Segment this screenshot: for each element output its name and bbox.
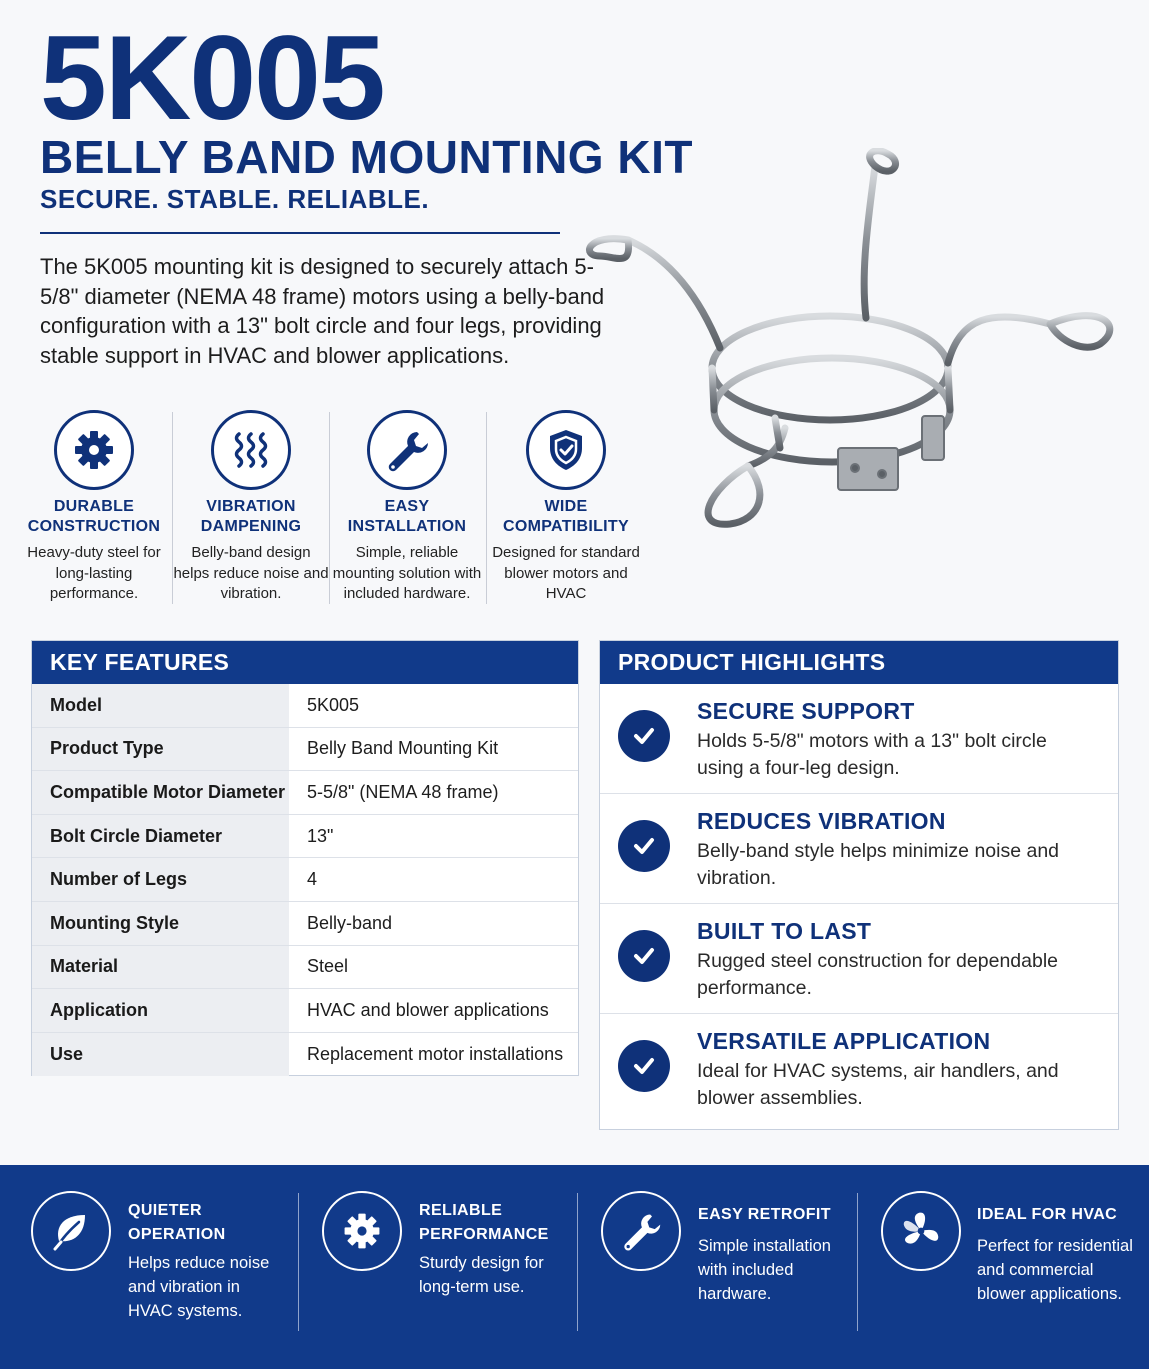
highlight-item: [600, 684, 1118, 794]
checkmark-icon: [618, 820, 670, 872]
table-row: [32, 684, 578, 728]
table-row: [32, 946, 578, 990]
wrench-icon: [601, 1191, 681, 1271]
divider: [486, 412, 487, 604]
gear-icon: [54, 410, 134, 490]
footer-item-hvac: [881, 1191, 1141, 1341]
row-value: 5K005: [307, 694, 360, 715]
row-key: Material: [32, 946, 289, 989]
highlight-desc: Holds 5-5/8" motors with a 13" bolt circle using a four-leg design.: [697, 730, 1047, 779]
footer-desc: Perfect for residential and commercial blower applications.: [977, 1237, 1133, 1303]
model-title: 5K005: [40, 11, 384, 145]
row-key: Use: [32, 1033, 289, 1077]
row-value: 13": [307, 825, 334, 846]
checkmark-icon: [618, 1040, 670, 1092]
leaf-icon: [31, 1191, 111, 1271]
footer-item-quieter: [31, 1191, 291, 1341]
shield-check-icon: [526, 410, 606, 490]
highlight-title: REDUCES VIBRATION: [697, 808, 946, 834]
icon-feature-vibration: [173, 410, 329, 605]
footer-desc: Helps reduce noise and vibration in HVAC systems.: [128, 1254, 270, 1320]
divider: [857, 1193, 858, 1331]
table-row: [32, 771, 578, 815]
feature-title: EASY INSTALLATION: [347, 498, 467, 535]
footer-item-reliable: [322, 1191, 572, 1341]
product-highlights-panel: [599, 640, 1119, 1130]
table-row: [32, 728, 578, 772]
feature-desc: Belly-band design helps reduce noise and vibration.: [173, 544, 329, 602]
icon-feature-durable: [16, 410, 172, 605]
feature-title: DURABLE CONSTRUCTION: [27, 498, 161, 535]
row-key: Model: [32, 684, 289, 727]
feature-desc: Heavy-duty steel for long-lasting performance.: [27, 544, 161, 602]
row-key: Compatible Motor Diameter: [32, 771, 289, 814]
highlight-item: [600, 1014, 1118, 1124]
divider: [577, 1193, 578, 1331]
feature-desc: Simple, reliable mounting solution with included hardware.: [332, 544, 482, 602]
belly-band-mount-image: [570, 148, 1130, 538]
row-key: Application: [32, 989, 289, 1032]
table-row: [32, 1033, 578, 1077]
footer-title: IDEAL FOR HVAC: [977, 1206, 1118, 1223]
wave-icon: [211, 410, 291, 490]
table-row: [32, 815, 578, 859]
row-value: 5-5/8" (NEMA 48 frame): [307, 781, 499, 802]
tagline: SECURE. STABLE. RELIABLE.: [40, 184, 430, 214]
highlights-title: PRODUCT HIGHLIGHTS: [600, 641, 1118, 684]
row-value: 4: [307, 869, 318, 890]
divider: [298, 1193, 299, 1331]
highlight-desc: Rugged steel construction for dependable performance.: [697, 950, 1058, 999]
key-features-title: KEY FEATURES: [32, 641, 578, 684]
row-value: Belly-band: [307, 912, 393, 933]
table-row: [32, 858, 578, 902]
row-value: HVAC and blower applications: [307, 999, 549, 1020]
footer-title: EASY RETROFIT: [698, 1206, 831, 1223]
wrench-icon: [367, 410, 447, 490]
footer-desc: Simple installation with included hardware.: [698, 1237, 831, 1303]
title-divider: [40, 232, 560, 234]
row-value: Belly Band Mounting Kit: [307, 738, 499, 759]
checkmark-icon: [618, 710, 670, 762]
row-value: Replacement motor installations: [307, 1044, 564, 1065]
table-row: [32, 989, 578, 1033]
row-value: Steel: [307, 956, 349, 977]
highlight-item: [600, 904, 1118, 1014]
icon-feature-compatibility: [488, 410, 644, 605]
feature-desc: Designed for standard blower motors and HVAC: [492, 544, 640, 602]
highlight-item: [600, 794, 1118, 904]
row-key: Number of Legs: [32, 858, 289, 901]
feature-title: WIDE COMPATIBILITY: [503, 498, 629, 535]
fan-icon: [881, 1191, 961, 1271]
footer-title: QUIETER OPERATION: [128, 1202, 226, 1243]
gear-icon: [322, 1191, 402, 1271]
footer-desc: Sturdy design for long-term use.: [419, 1254, 544, 1296]
highlight-title: SECURE SUPPORT: [697, 698, 915, 724]
highlight-title: BUILT TO LAST: [697, 918, 872, 944]
feature-title: VIBRATION DAMPENING: [200, 498, 302, 535]
table-row: [32, 902, 578, 946]
product-description: The 5K005 mounting kit is designed to securely attach 5-5/8" diameter (NEMA 48 frame) motors using a belly-band configuration with a 13" bolt circle and four legs, providing stable support in HVAC and blower applications.: [40, 254, 605, 368]
footer-band: [0, 1165, 1149, 1369]
highlight-title: VERSATILE APPLICATION: [697, 1028, 991, 1054]
product-subtitle: BELLY BAND MOUNTING KIT: [40, 131, 693, 183]
row-key: Mounting Style: [32, 902, 289, 945]
highlight-desc: Ideal for HVAC systems, air handlers, and blower assemblies.: [697, 1060, 1059, 1109]
footer-item-retrofit: [601, 1191, 851, 1341]
checkmark-icon: [618, 930, 670, 982]
highlight-desc: Belly-band style helps minimize noise and vibration.: [697, 840, 1060, 889]
key-features-panel: [31, 640, 579, 1076]
row-key: Bolt Circle Diameter: [32, 815, 289, 858]
icon-feature-installation: [329, 410, 485, 605]
footer-title: RELIABLE PERFORMANCE: [419, 1202, 549, 1243]
row-key: Product Type: [32, 728, 289, 771]
